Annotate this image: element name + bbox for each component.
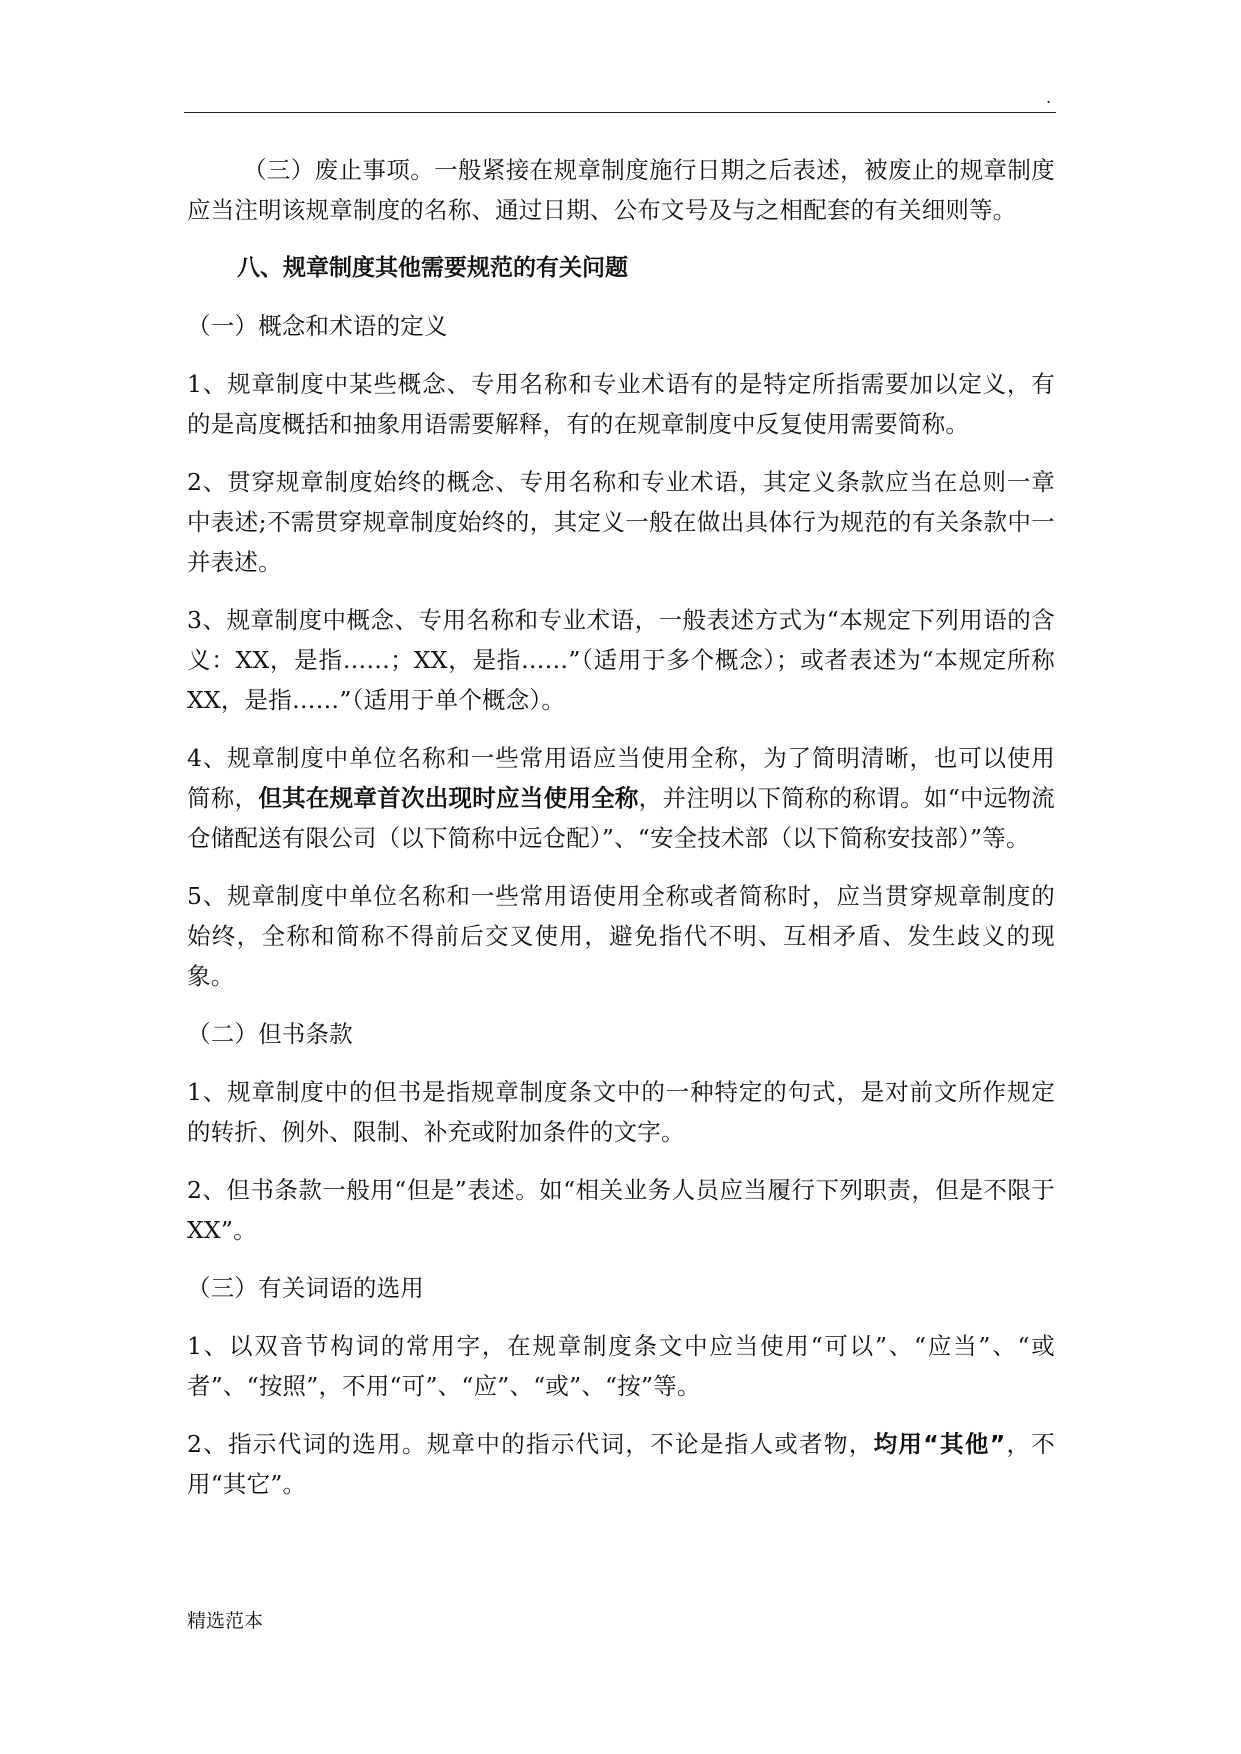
subsection-title-definitions: （一）概念和术语的定义 (187, 312, 448, 340)
document-body (187, 150, 1055, 1522)
word-choice-item-2-text-c: ，不用“其它”。 (187, 1430, 1055, 1498)
definitions-item-4 (187, 738, 1055, 858)
subsection-title-word-choice: （三）有关词语的选用 (187, 1274, 424, 1302)
definitions-item-5: 5、规章制度中单位名称和一些常用语使用全称或者简称时，应当贯穿规章制度的始终，全称和简称不得前后交叉使用，避免指代不明、互相矛盾、发生歧义的现象。 (187, 882, 1055, 990)
definitions-item-2: 2、贯穿规章制度始终的概念、专用名称和专业术语，其定义条款应当在总则一章中表述;不需贯穿规章制度始终的，其定义一般在做出具体行为规范的有关条款中一并表述。 (187, 468, 1055, 576)
definitions-item-1: 1、规章制度中某些概念、专用名称和专业术语有的是特定所指需要加以定义，有的是高度概括和抽象用语需要解释，有的在规章制度中反复使用需要简称。 (187, 370, 1055, 438)
word-choice-item-2-emphasis: 均用“其他” (873, 1430, 1006, 1458)
definitions-item-3: 3、规章制度中概念、专用名称和专业术语，一般表述方式为“本规定下列用语的含义：XX，是指……；XX，是指……”（适用于多个概念）；或者表述为“本规定所称XX，是指……”（适用于单个概念）。 (187, 606, 1055, 714)
word-choice-item-1: 1、以双音节构词的常用字，在规章制度条文中应当使用“可以”、“应当”、“或者”、“按照”，不用“可”、“应”、“或”、“按”等。 (187, 1332, 1055, 1400)
proviso-item-1: 1、规章制度中的但书是指规章制度条文中的一种特定的句式，是对前文所作规定的转折、例外、限制、补充或附加条件的文字。 (187, 1078, 1055, 1146)
footer-label: 精选范本 (187, 1610, 264, 1632)
word-choice-item-2 (187, 1424, 1055, 1504)
paragraph-abolish-items: （三）废止事项。一般紧接在规章制度施行日期之后表述，被废止的规章制度应当注明该规章制度的名称、通过日期、公布文号及与之相配套的有关细则等。 (187, 156, 1055, 224)
definitions-item-4-text-c: ，并注明以下简称的称谓。如“中远物流仓储配送有限公司（以下简称中远仓配）”、“安全技术部（以下简称安技部）”等。 (187, 784, 1055, 852)
definitions-item-4-text-a: 4、规章制度中单位名称和一些常用语应当使用全称，为了简明清晰，也可以使用简称， (187, 744, 1055, 812)
word-choice-item-2-text-a: 2、指示代词的选用。规章中的指示代词，不论是指人或者物， (187, 1430, 874, 1458)
proviso-item-2: 2、但书条款一般用“但是”表述。如“相关业务人员应当履行下列职责，但是不限于XX”。 (187, 1176, 1055, 1244)
subsection-title-proviso: （二）但书条款 (187, 1020, 353, 1048)
header-rule (184, 112, 1056, 113)
definitions-item-4-emphasis: 但其在规章首次出现时应当使用全称 (258, 784, 639, 812)
header-mark: . (1046, 88, 1052, 107)
section-heading: 八、规章制度其他需要规范的有关问题 (237, 255, 628, 281)
